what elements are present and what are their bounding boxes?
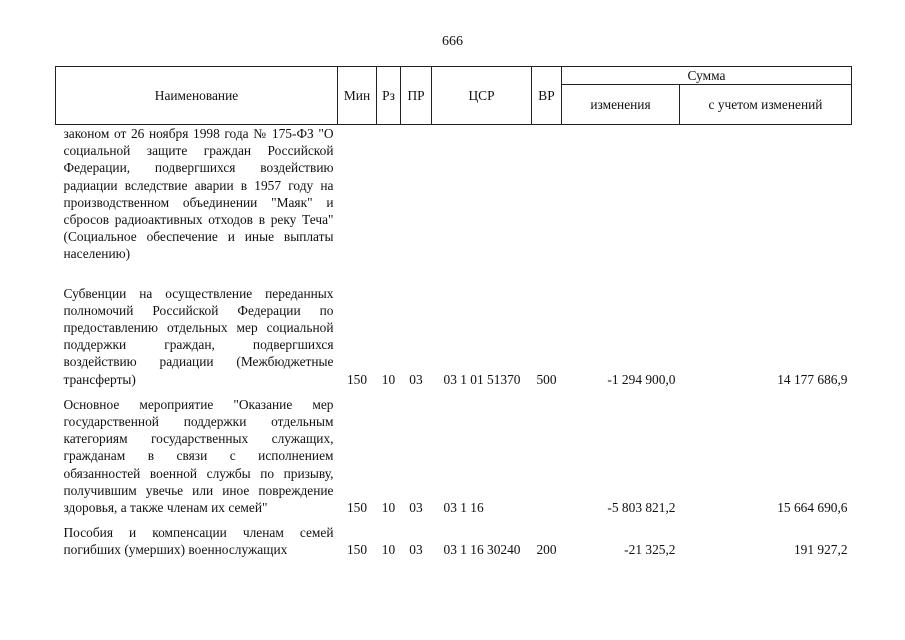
row-change: -21 325,2 (624, 542, 676, 558)
header-csr: ЦСР (432, 67, 532, 125)
row-min: 150 (346, 500, 368, 516)
row-csr: 03 1 16 30240 (443, 542, 521, 558)
budget-table (55, 66, 852, 559)
row-min (338, 125, 377, 263)
row-csr: 03 1 01 51370 (443, 371, 521, 387)
row-csr (432, 125, 532, 263)
row-pr (401, 125, 432, 263)
row-name: законом от 26 ноября 1998 года № 175-ФЗ "О социальной защите граждан Российской Федерации, подвергшихся воздействию радиации вследствие аварии в 1957 году на производственном объединении "Маяк" и сбросов радиоактивных отходов в реку Теча" (Социальное обеспечение и иные выплаты населению) (63, 126, 334, 262)
header-pr: ПР (401, 67, 432, 125)
row-with-change: 14 177 686,9 (777, 371, 848, 387)
header-min: Мин (338, 67, 377, 125)
row-vr (532, 125, 562, 263)
row-vr: 500 (536, 371, 557, 387)
row-pr: 03 (409, 542, 423, 558)
header-name: Наименование (56, 67, 338, 125)
row-change: -5 803 821,2 (607, 500, 676, 516)
row-spacer (56, 516, 852, 524)
row-rz: 10 (381, 542, 396, 558)
header-rz: Рз (377, 67, 401, 125)
header-sum: Сумма (562, 67, 852, 85)
table-row (56, 524, 852, 558)
header-vr: ВР (532, 67, 562, 125)
row-rz (377, 125, 401, 263)
row-name: Субвенции на осуществление переданных полномочий Российской Федерации по предоставлению отдельных мер социальной поддержки граждан, подвергшихся воздействию радиации (Межбюджетные трансферты) (63, 285, 334, 387)
row-with-change: 191 927,2 (793, 542, 848, 558)
row-name: Основное мероприятие "Оказание мер государственной поддержки отдельным категориям государственных служащих, гражданам в связи с исполнением обязанностей военной службы по призыву, получившим увечье или иное повреждение здоровья, а также членам их семей" (63, 396, 334, 516)
row-change: -1 294 900,0 (607, 371, 676, 387)
header-change: изменения (562, 85, 680, 125)
table-row (56, 125, 852, 263)
row-rz: 10 (381, 371, 396, 387)
table-row (56, 396, 852, 516)
row-pr: 03 (409, 371, 423, 387)
row-rz: 10 (381, 500, 396, 516)
row-name: Пособия и компенсации членам семей погибших (умерших) военнослужащих (63, 525, 334, 558)
row-csr: 03 1 16 (443, 500, 484, 516)
row-pr: 03 (409, 500, 423, 516)
row-min: 150 (346, 542, 368, 558)
page-number: 666 (442, 34, 463, 49)
header-with-change: с учетом изменений (680, 85, 852, 125)
row-with-change: 15 664 690,6 (777, 500, 848, 516)
table-row (56, 285, 852, 388)
row-change (562, 125, 680, 263)
row-min: 150 (346, 371, 368, 387)
row-vr: 200 (536, 542, 557, 558)
row-with-change (680, 125, 852, 263)
row-spacer (56, 263, 852, 285)
row-spacer (56, 388, 852, 396)
row-vr (532, 396, 562, 516)
